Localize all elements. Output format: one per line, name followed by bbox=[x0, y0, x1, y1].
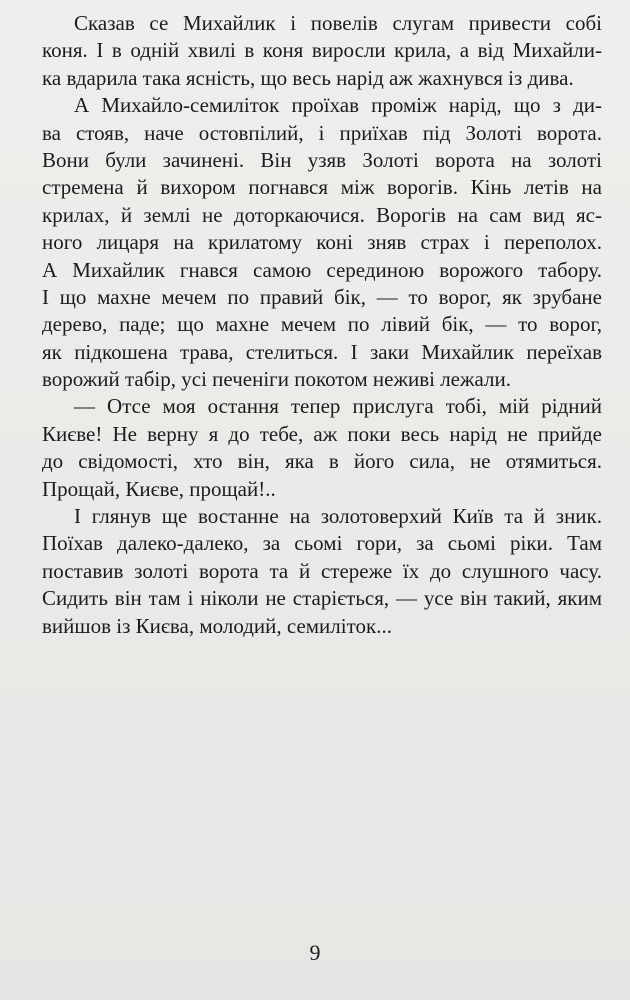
text-line: І глянув ще востанне на золотоверхий Київ та й зник. bbox=[74, 504, 602, 529]
paragraph bbox=[42, 503, 602, 640]
text-line: Прощай, Києве, прощай!.. bbox=[42, 476, 276, 501]
text-line: дерево, паде; що махне мечем по лівий бік, — то ворог, bbox=[42, 312, 602, 337]
text-line: І що махне мечем по правий бік, — то ворог, як зрубане bbox=[42, 284, 602, 309]
text-line: Києве! Не верну я до тебе, аж поки весь нарід не прийде bbox=[42, 421, 602, 446]
paragraph bbox=[42, 92, 602, 393]
text-line: Вони були зачинені. Він узяв Золоті ворота на золоті bbox=[42, 147, 602, 172]
text-line: Сидить він там і ніколи не старіється, — усе він такий, яким bbox=[42, 586, 602, 611]
story-text bbox=[42, 10, 602, 640]
text-line: А Михайлик гнався самою серединою ворожого табору. bbox=[42, 257, 602, 282]
text-line: Сказав се Михайлик і повелів слугам привести собі bbox=[74, 11, 602, 35]
text-line: крилах, й землі не доторкаючися. Ворогів на сам вид яс- bbox=[42, 202, 602, 227]
paragraph bbox=[42, 393, 602, 503]
text-line: як підкошена трава, стелиться. І заки Михайлик переїхав bbox=[42, 339, 602, 364]
text-line: ка вдарила така ясність, що весь нарід аж жахнувся із дива. bbox=[42, 65, 574, 90]
text-line: Поїхав далеко-далеко, за сьомі гори, за сьомі ріки. Там bbox=[42, 531, 602, 556]
text-line: ного лицаря на крилатому коні зняв страх і переполох. bbox=[42, 230, 602, 255]
text-line: ва стояв, наче остовпілий, і приїхав під Золоті ворота. bbox=[42, 120, 602, 145]
text-line: вийшов із Києва, молодий, семиліток... bbox=[42, 613, 392, 638]
text-line: поставив золоті ворота та й стереже їх до слушного часу. bbox=[42, 558, 602, 583]
page-number: 9 bbox=[309, 940, 321, 965]
text-line: ворожий табір, усі печеніги покотом неживі лежали. bbox=[42, 367, 511, 392]
text-line: — Отсе моя остання тепер прислуга тобі, мій рідний bbox=[74, 394, 602, 419]
text-line: А Михайло-семиліток проїхав проміж нарід, що з ди- bbox=[74, 93, 602, 118]
text-line: стремена й вихором погнався між ворогів. Кінь летів на bbox=[42, 175, 602, 200]
text-line: до свідомості, хто він, яка в його сила, не отямиться. bbox=[42, 449, 602, 474]
text-line: коня. І в одній хвилі в коня виросли крила, а від Михайли- bbox=[42, 38, 602, 63]
paragraph bbox=[42, 10, 602, 92]
